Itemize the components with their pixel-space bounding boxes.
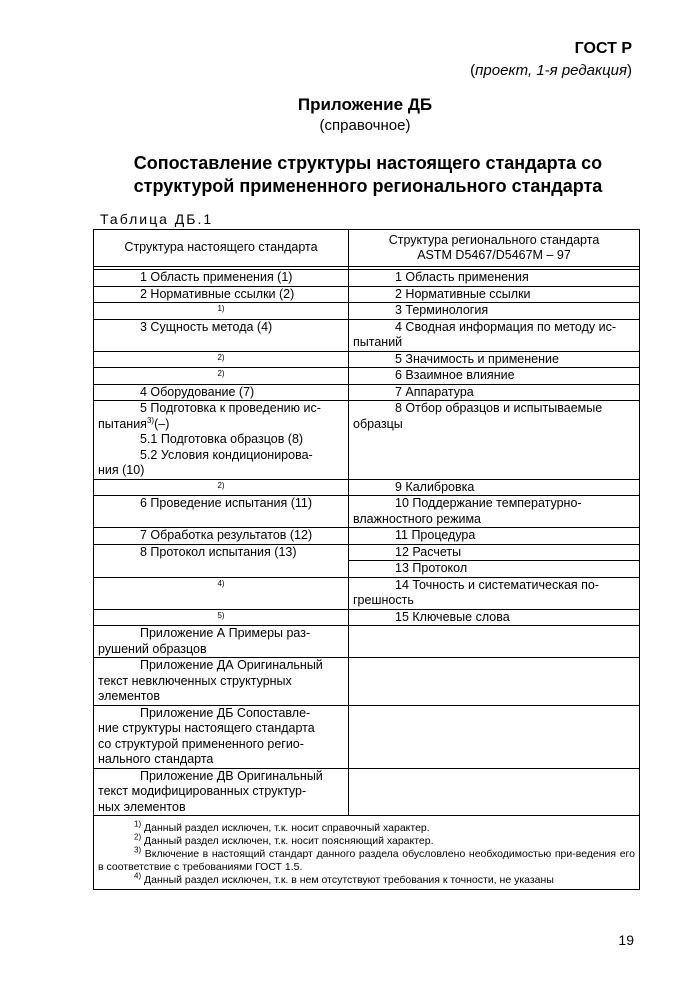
footnote <box>98 871 635 887</box>
table-row <box>94 609 640 626</box>
left-cell <box>94 705 349 768</box>
left-cell <box>94 401 349 480</box>
right-cell: 2 Нормативные ссылки <box>349 286 640 303</box>
table-row <box>94 270 640 287</box>
left-cell: 8 Протокол испытания (13) <box>94 544 349 577</box>
left-cell-text: пытания <box>98 416 147 431</box>
footnote-mark: 4) <box>134 871 142 881</box>
document-title-line-1: Сопоставление структуры настоящего стандарта со <box>133 153 603 173</box>
footnote <box>98 819 635 835</box>
left-cell: 7 Обработка результатов (12) <box>94 528 349 545</box>
footnote-mark: 3) <box>134 845 142 855</box>
draft-text: проект, 1-я редакция <box>475 62 627 79</box>
footnote-mark: 2) <box>134 832 142 842</box>
left-cell <box>94 626 349 658</box>
table-row <box>94 544 640 561</box>
right-cell: 9 Калибровка <box>349 479 640 496</box>
table-row <box>94 626 640 658</box>
footnote-ref-cell: 5) <box>94 609 349 626</box>
footnote <box>98 845 635 874</box>
right-cell-line: 14 Точность и систематическая по- <box>395 577 600 592</box>
left-cell: 2 Нормативные ссылки (2) <box>94 286 349 303</box>
right-cell-line: пытаний <box>353 335 403 349</box>
standard-code: ГОСТ Р <box>574 40 632 57</box>
left-cell-line: 5.2 Условия кондиционирова- <box>140 447 313 462</box>
appendix-subtitle: (справочное) <box>319 117 411 134</box>
footnote-text: Данный раздел исключен, т.к. носит поясняющий характер. <box>144 835 434 847</box>
right-cell <box>349 401 640 480</box>
left-cell-line: ние структуры настоящего стандарта <box>98 721 315 735</box>
left-cell: 3 Сущность метода (4) <box>94 319 349 351</box>
table-row <box>94 368 640 385</box>
table-row <box>94 705 640 768</box>
table-row <box>94 303 640 320</box>
left-cell-line: Приложение ДА Оригинальный <box>140 658 323 672</box>
table-row <box>94 319 640 351</box>
table-label: Таблица ДБ.1 <box>100 211 214 227</box>
right-cell-line: влажностного режима <box>353 511 482 526</box>
table-row <box>94 768 640 816</box>
right-cell <box>349 319 640 351</box>
draft-close-paren: ) <box>627 62 632 79</box>
right-cell-line: 4 Сводная информация по методу ис- <box>395 319 617 334</box>
col2-header-line-1: Структура регионального стандарта <box>388 232 600 247</box>
document-title <box>98 152 638 198</box>
right-cell: 15 Ключевые слова <box>349 609 640 626</box>
draft-open-paren: ( <box>470 62 476 79</box>
right-cell <box>349 658 640 706</box>
left-cell-line: нального стандарта <box>98 752 214 766</box>
left-cell-line: Приложение ДБ Сопоставле- <box>140 705 311 720</box>
table-row <box>94 479 640 496</box>
left-cell <box>94 768 349 816</box>
right-cell: 6 Взаимное влияние <box>349 368 640 385</box>
col2-header-line-2: ASTM D5467/D5467M – 97 <box>417 248 571 262</box>
left-cell-text: (–) <box>154 416 170 431</box>
col1-header: Структура настоящего стандарта <box>94 230 349 267</box>
table-row <box>94 286 640 303</box>
right-cell <box>349 705 640 768</box>
footnote-ref-cell: 2) <box>94 368 349 385</box>
left-cell-line: ных элементов <box>98 799 186 814</box>
comparison-table <box>93 229 640 890</box>
footnote <box>98 832 635 848</box>
right-cell: 11 Процедура <box>349 528 640 545</box>
footnote-ref: 3) <box>146 415 155 425</box>
draft-edition <box>470 62 632 79</box>
right-cell-line: грешность <box>353 593 414 607</box>
footnote-ref-cell: 2) <box>94 479 349 496</box>
table-header-row <box>94 230 640 267</box>
left-cell-line: 5 Подготовка к проведению ис- <box>140 401 321 415</box>
left-cell-line: ния (10) <box>98 463 145 477</box>
footnote-mark: 1) <box>134 819 142 829</box>
right-cell <box>349 577 640 609</box>
footnote-text: Включение в настоящий стандарт данного раздела обусловлено необходимостью при-ведения его в соответствие с требованиями ГОСТ 1.5. <box>98 848 635 873</box>
right-cell <box>349 496 640 528</box>
left-cell <box>94 658 349 706</box>
footnotes-row <box>94 816 640 890</box>
right-cell <box>349 626 640 658</box>
right-cell-line: 10 Поддержание температурно- <box>395 496 582 510</box>
footnote-text: Данный раздел исключен, т.к. носит справочный характер. <box>144 822 430 834</box>
right-cell: 5 Значимость и применение <box>349 351 640 368</box>
left-cell-line: со структурой примененного регио- <box>98 736 304 751</box>
footnote-ref-cell: 1) <box>94 303 349 320</box>
table-row <box>94 658 640 706</box>
table-row <box>94 351 640 368</box>
document-title-line-2: структурой примененного регионального стандарта <box>133 176 603 196</box>
left-cell-line: текст невключенных структурных <box>98 673 292 688</box>
col2-header <box>349 230 640 267</box>
footnotes-cell <box>94 816 640 890</box>
table-row <box>94 384 640 401</box>
left-cell: 6 Проведение испытания (11) <box>94 496 349 528</box>
left-cell-line: 5.1 Подготовка образцов (8) <box>140 432 304 446</box>
appendix-title: Приложение ДБ <box>297 95 433 114</box>
page-number: 19 <box>618 932 634 948</box>
right-cell: 1 Область применения <box>349 270 640 287</box>
left-cell: 1 Область применения (1) <box>94 270 349 287</box>
right-cell: 7 Аппаратура <box>349 384 640 401</box>
footnote-ref-cell: 4) <box>94 577 349 609</box>
right-cell: 13 Протокол <box>349 561 640 578</box>
table-row <box>94 401 640 480</box>
left-cell-line: текст модифицированных структур- <box>98 784 307 798</box>
left-cell-line: элементов <box>98 689 160 703</box>
right-cell-line: образцы <box>353 416 403 431</box>
right-cell-line: 8 Отбор образцов и испытываемые <box>395 401 603 415</box>
footnote-ref-cell: 2) <box>94 351 349 368</box>
left-cell-line: Приложение ДВ Оригинальный <box>140 768 323 783</box>
left-cell-line <box>98 417 344 433</box>
left-cell: 4 Оборудование (7) <box>94 384 349 401</box>
footnote-text: Данный раздел исключен, т.к. в нем отсутствуют требования к точности, не указаны <box>144 874 554 886</box>
table-row <box>94 528 640 545</box>
left-cell-line: Приложение А Примеры раз- <box>140 626 311 640</box>
table-row <box>94 577 640 609</box>
left-cell-line: рушений образцов <box>98 641 207 656</box>
right-cell: 12 Расчеты <box>349 544 640 561</box>
table-row <box>94 496 640 528</box>
right-cell <box>349 768 640 816</box>
right-cell: 3 Терминология <box>349 303 640 320</box>
